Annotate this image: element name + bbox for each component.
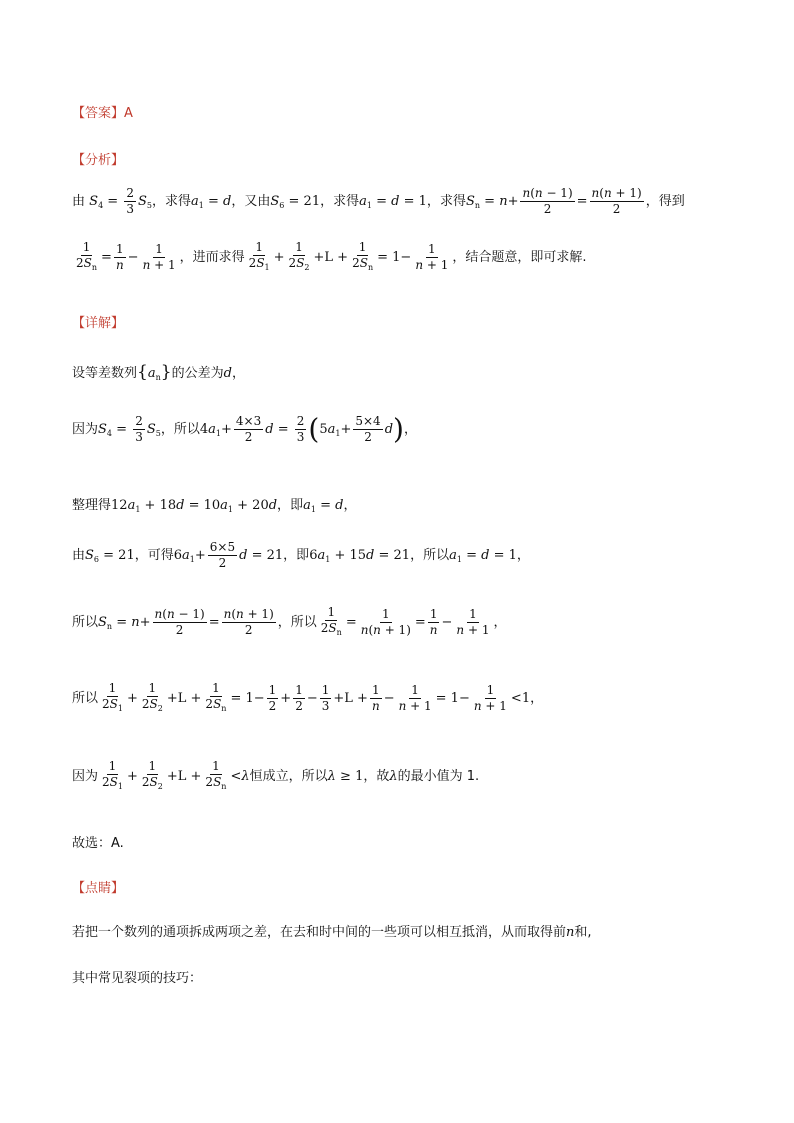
- analysis-line-2: $\frac{1}{2S_n}$ = $\frac{1}{n}$ − $\frac{1}{n + 1}$ ，进而求得 $\frac{1}{2S_1}$ + $\frac{1}{2S_2}$ +L + $\frac{1}{2S_n}$ = 1− $\frac{1}{n + 1}$ ，结合题意，即可求解.: [76, 240, 587, 272]
- text-youyou: 又由: [244, 194, 271, 209]
- detail-choice: 故选：A.: [72, 836, 124, 851]
- text-jiner: 进而求得: [192, 250, 245, 265]
- detail-line-2: 因为$S_4$ = $\frac{2}{3}$ $S_5$，所以$4a_1+$ $\frac{4\times 3}{2}$ d = $\frac{2}{3}$ ($5a_1+$ $\frac{5\times 4}{2}$ d)，: [72, 412, 417, 446]
- note-line-2: 其中常见裂项的技巧：: [72, 971, 203, 986]
- text-you: 由: [72, 194, 86, 209]
- note-label: 【点睛】: [72, 881, 125, 896]
- detail-line-6: 所以 $\frac{1}{2S_1}$ + $\frac{1}{2S_2}$ +L + $\frac{1}{2S_n}$ = 1− $\frac{1}{2}$ + $\frac{1}{2}$ − $\frac{1}{3}$ +L + $\frac{1}{n}$ − $\frac{1}{n + 1}$ = 1− $\frac{1}{n + 1}$ <1，: [72, 681, 544, 713]
- note-header: [72, 877, 124, 896]
- answer-label: 【答案】: [72, 106, 125, 121]
- detail-header: [72, 312, 124, 331]
- note-line-1: 若把一个数列的通项拆成两项之差，在去和时中间的一些项可以相互抵消，从而取得前n和,: [72, 925, 592, 940]
- text-conclusion: 结合题意，即可求解.: [465, 250, 587, 265]
- detail-label: 【详解】: [72, 316, 125, 331]
- detail-line-4: 由$S_6 = 21$，可得$6a_1+$ $\frac{6\times 5}{2}$ d = 21，即$6a_1 + 15d = 21$，所以$a_1 = d = 1$，: [72, 540, 530, 570]
- analysis-line-1: 由 $S_4$ = $\frac{2}{3}$ $S_5$，求得$a_1 = d$，又由$S_6 = 21$，求得$a_1 = d = 1$，求得$S_n = n+$ $\frac{n(n - 1)}{2}$ = $\frac{n(n + 1)}{2}$ ，得到: [72, 186, 685, 216]
- detail-line-3: 整理得$12a_1 + 18d = 10a_1 + 20d$，即$a_1 = d$，: [72, 498, 357, 514]
- detail-line-7: 因为 $\frac{1}{2S_1}$ + $\frac{1}{2S_2}$ +L + $\frac{1}{2S_n}$ <λ恒成立，所以λ ≥ 1，故λ的最小值为 1.: [72, 759, 480, 791]
- text-dedao: 得到: [658, 194, 685, 209]
- analysis-label: 【分析】: [72, 153, 125, 168]
- text-qiude: 求得: [164, 194, 191, 209]
- analysis-header: [72, 149, 124, 168]
- answer-value: A: [124, 106, 133, 121]
- detail-line-1: 设等差数列$\{a_n\}$的公差为d，: [72, 362, 245, 382]
- detail-line-5: 所以$S_n = n+$ $\frac{n(n - 1)}{2}$ = $\frac{n(n + 1)}{2}$ ，所以 $\frac{1}{2S_n}$ = $\frac{1}{n(n + 1)}$ = $\frac{1}{n}$ − $\frac{1}{n + 1}$ ，: [72, 605, 507, 637]
- answer-line: [72, 102, 133, 121]
